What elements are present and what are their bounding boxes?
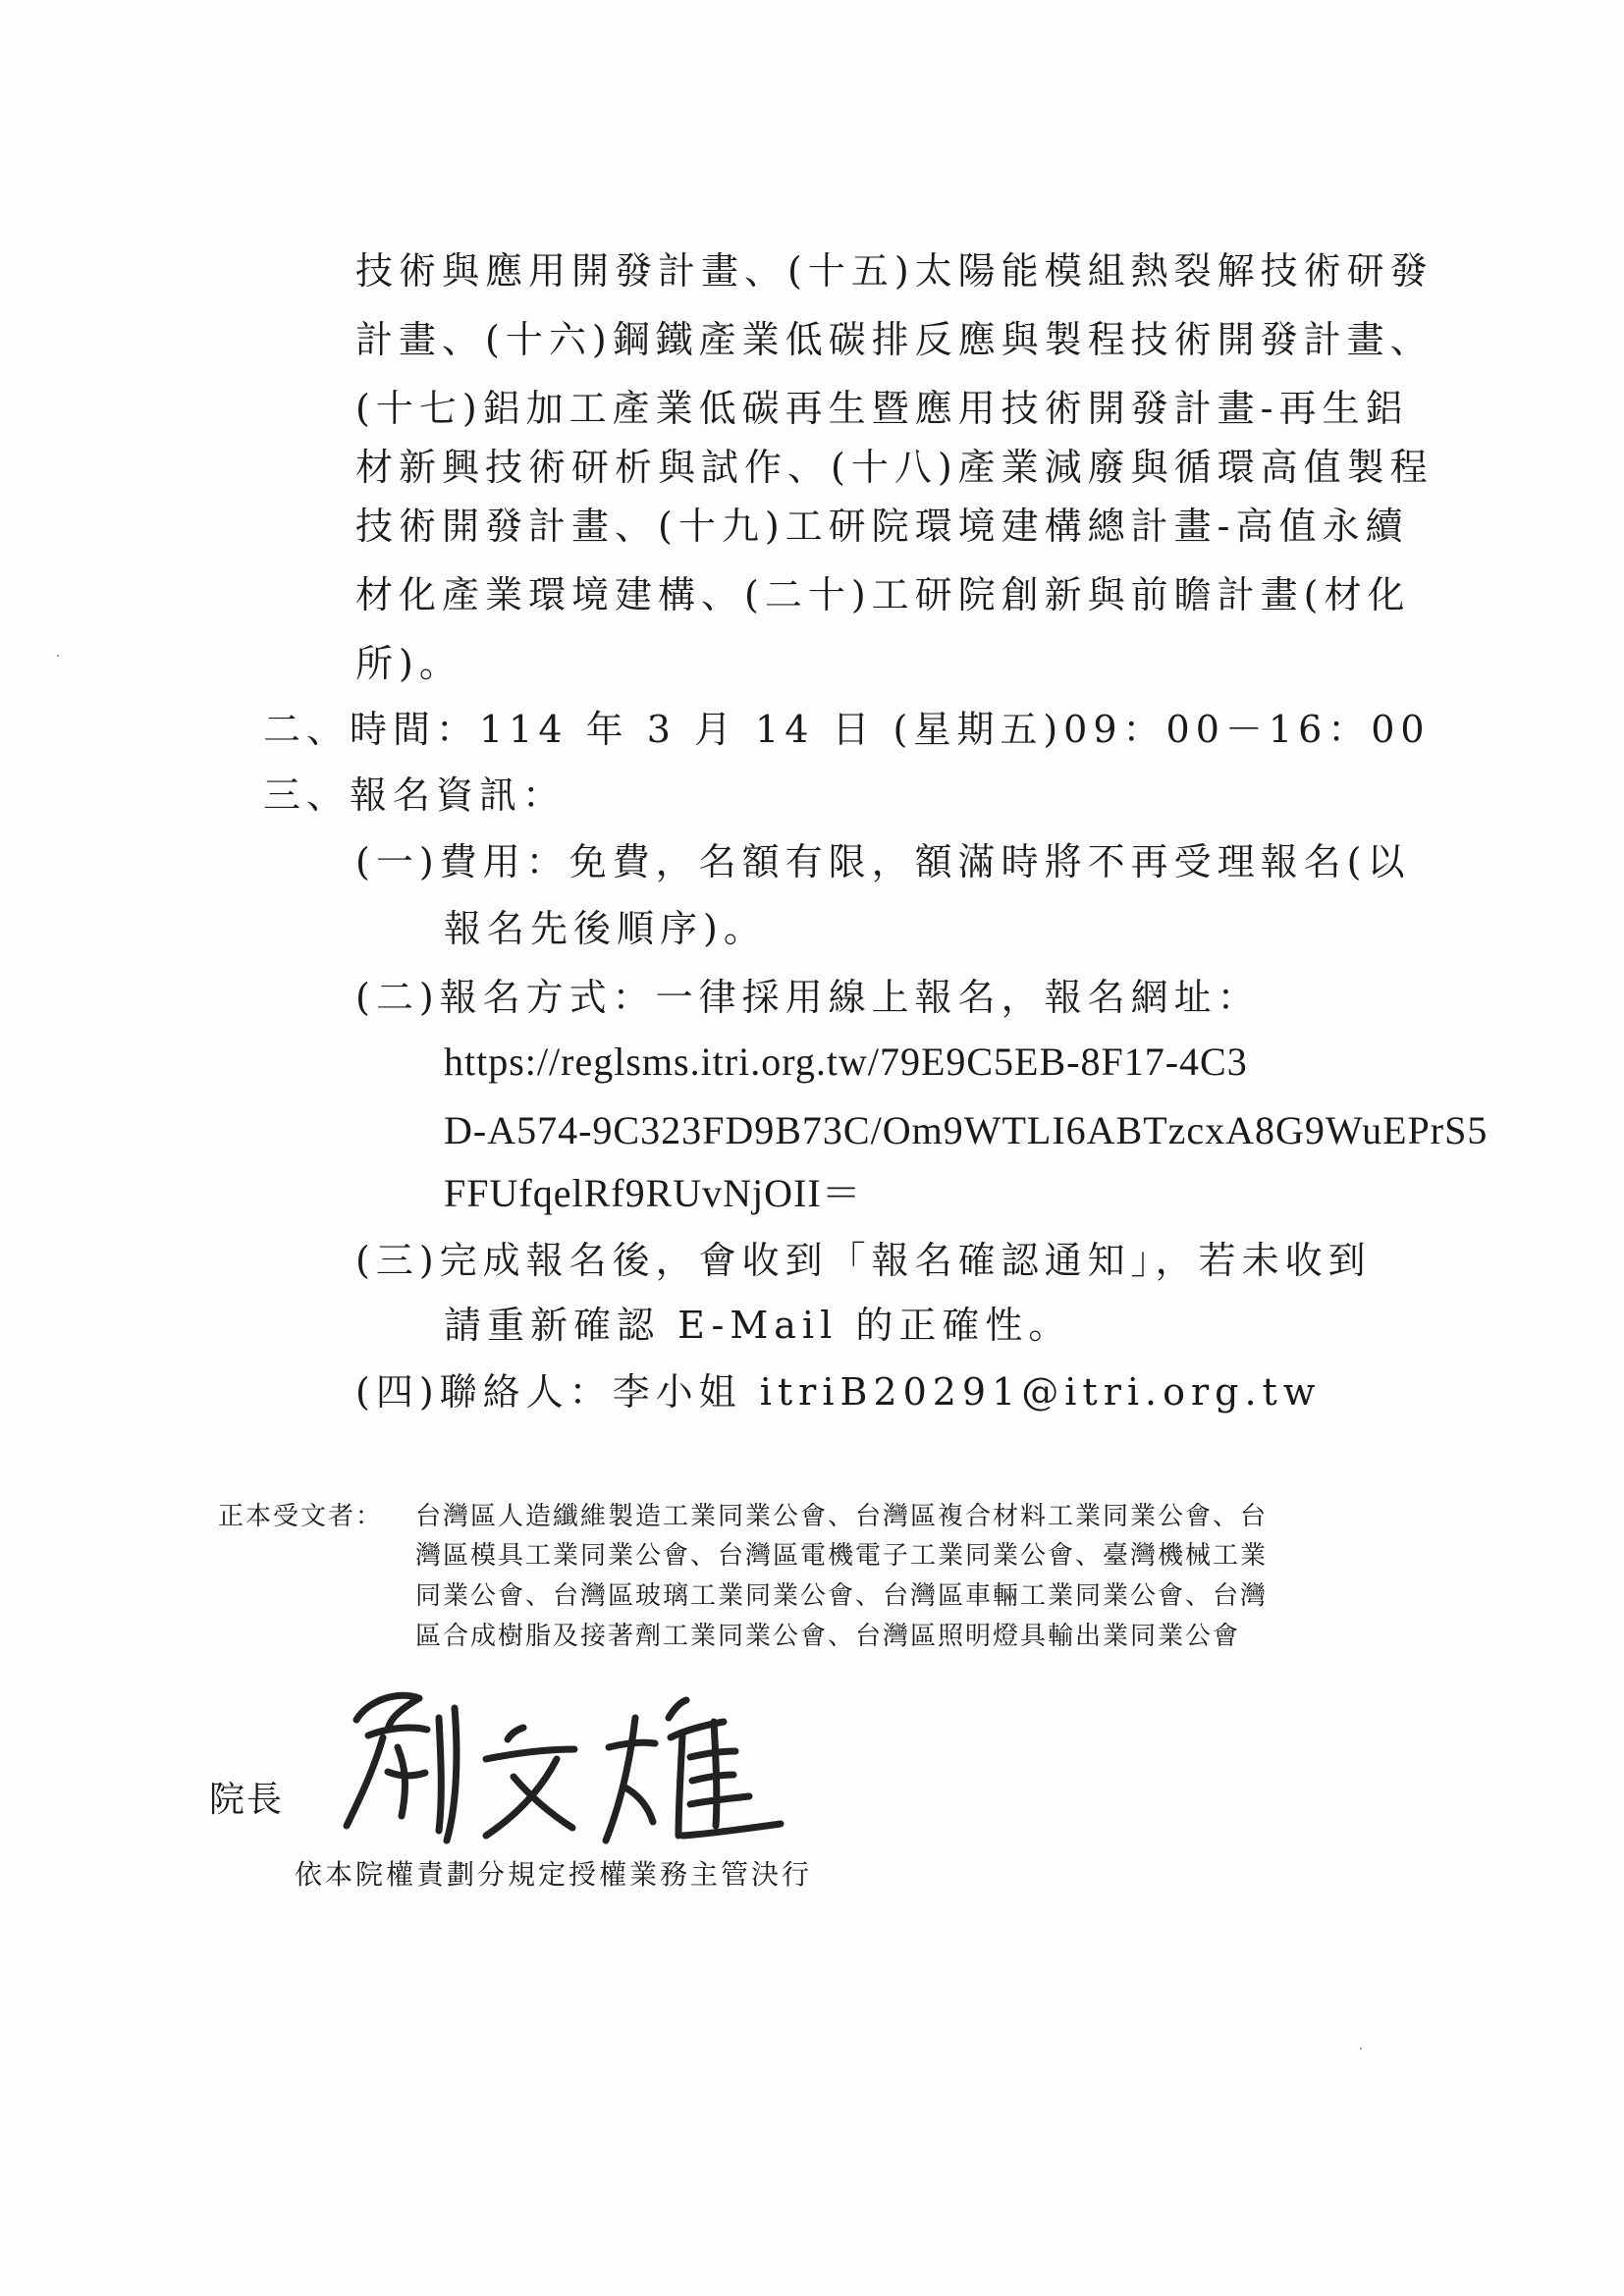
confirm-line-1: (三)完成報名後，會收到「報名確認通知」，若未收到	[355, 1239, 1372, 1282]
scan-speck	[1360, 2048, 1362, 2050]
registration-method: (二)報名方式：一律採用線上報名，報名網址：	[355, 976, 1261, 1019]
delegation-note: 依本院權責劃分規定授權業務主管決行	[295, 1858, 813, 1891]
contact-person: (四)聯絡人：李小姐 itriB20291@itri.org.tw	[355, 1370, 1322, 1414]
body-line-7: 所)。	[355, 642, 462, 685]
event-time: 二、時間：114 年 3 月 14 日 (星期五)09：00－16：00	[263, 708, 1431, 751]
body-line-4: 材新興技術研析與試作、(十八)產業減廢與循環高值製程	[355, 446, 1434, 489]
recipients-line-2: 灣區模具工業同業公會、台灣區電機電子工業同業公會、臺灣機械工業	[415, 1541, 1269, 1571]
recipients-label: 正本受文者：	[218, 1502, 384, 1531]
recipients-line-3: 同業公會、台灣區玻璃工業同業公會、台灣區車輛工業同業公會、台灣	[415, 1581, 1269, 1611]
body-line-3: (十七)鋁加工產業低碳再生暨應用技術開發計畫-再生鋁	[355, 387, 1409, 430]
registration-url-line-2[interactable]: D-A574-9C323FD9B73C/Om9WTLI6ABTzcxA8G9WuEPrS5	[444, 1108, 1489, 1152]
scan-speck	[57, 655, 59, 657]
fee-line-2: 報名先後順序)。	[444, 907, 767, 950]
body-line-5: 技術開發計畫、(十九)工研院環境建構總計畫-高值永續	[355, 505, 1409, 548]
confirm-line-2: 請重新確認 E-Mail 的正確性。	[444, 1304, 1072, 1347]
body-line-2: 計畫、(十六)鋼鐵產業低碳排反應與製程技術開發計畫、	[355, 318, 1434, 361]
recipients-line-1: 台灣區人造纖維製造工業同業公會、台灣區複合材料工業同業公會、台	[415, 1502, 1269, 1531]
recipients-line-4: 區合成樹脂及接著劑工業同業公會、台灣區照明燈具輸出業同業公會	[415, 1622, 1241, 1651]
fee-line-1: (一)費用：免費，名額有限，額滿時將不再受理報名(以	[355, 840, 1411, 883]
handwritten-signature	[329, 1679, 790, 1845]
registration-heading: 三、報名資訊：	[263, 774, 567, 817]
body-line-6: 材化產業環境建構、(二十)工研院創新與前瞻計畫(材化	[355, 573, 1411, 616]
body-line-1: 技術與應用開發計畫、(十五)太陽能模組熱裂解技術研發	[355, 249, 1434, 293]
registration-url-line-3[interactable]: FFUfqelRf9RUvNjOII＝	[444, 1171, 862, 1215]
registration-url-line-1[interactable]: https://reglsms.itri.org.tw/79E9C5EB-8F17-4C3	[444, 1040, 1248, 1084]
signature-title: 院長	[209, 1780, 285, 1820]
